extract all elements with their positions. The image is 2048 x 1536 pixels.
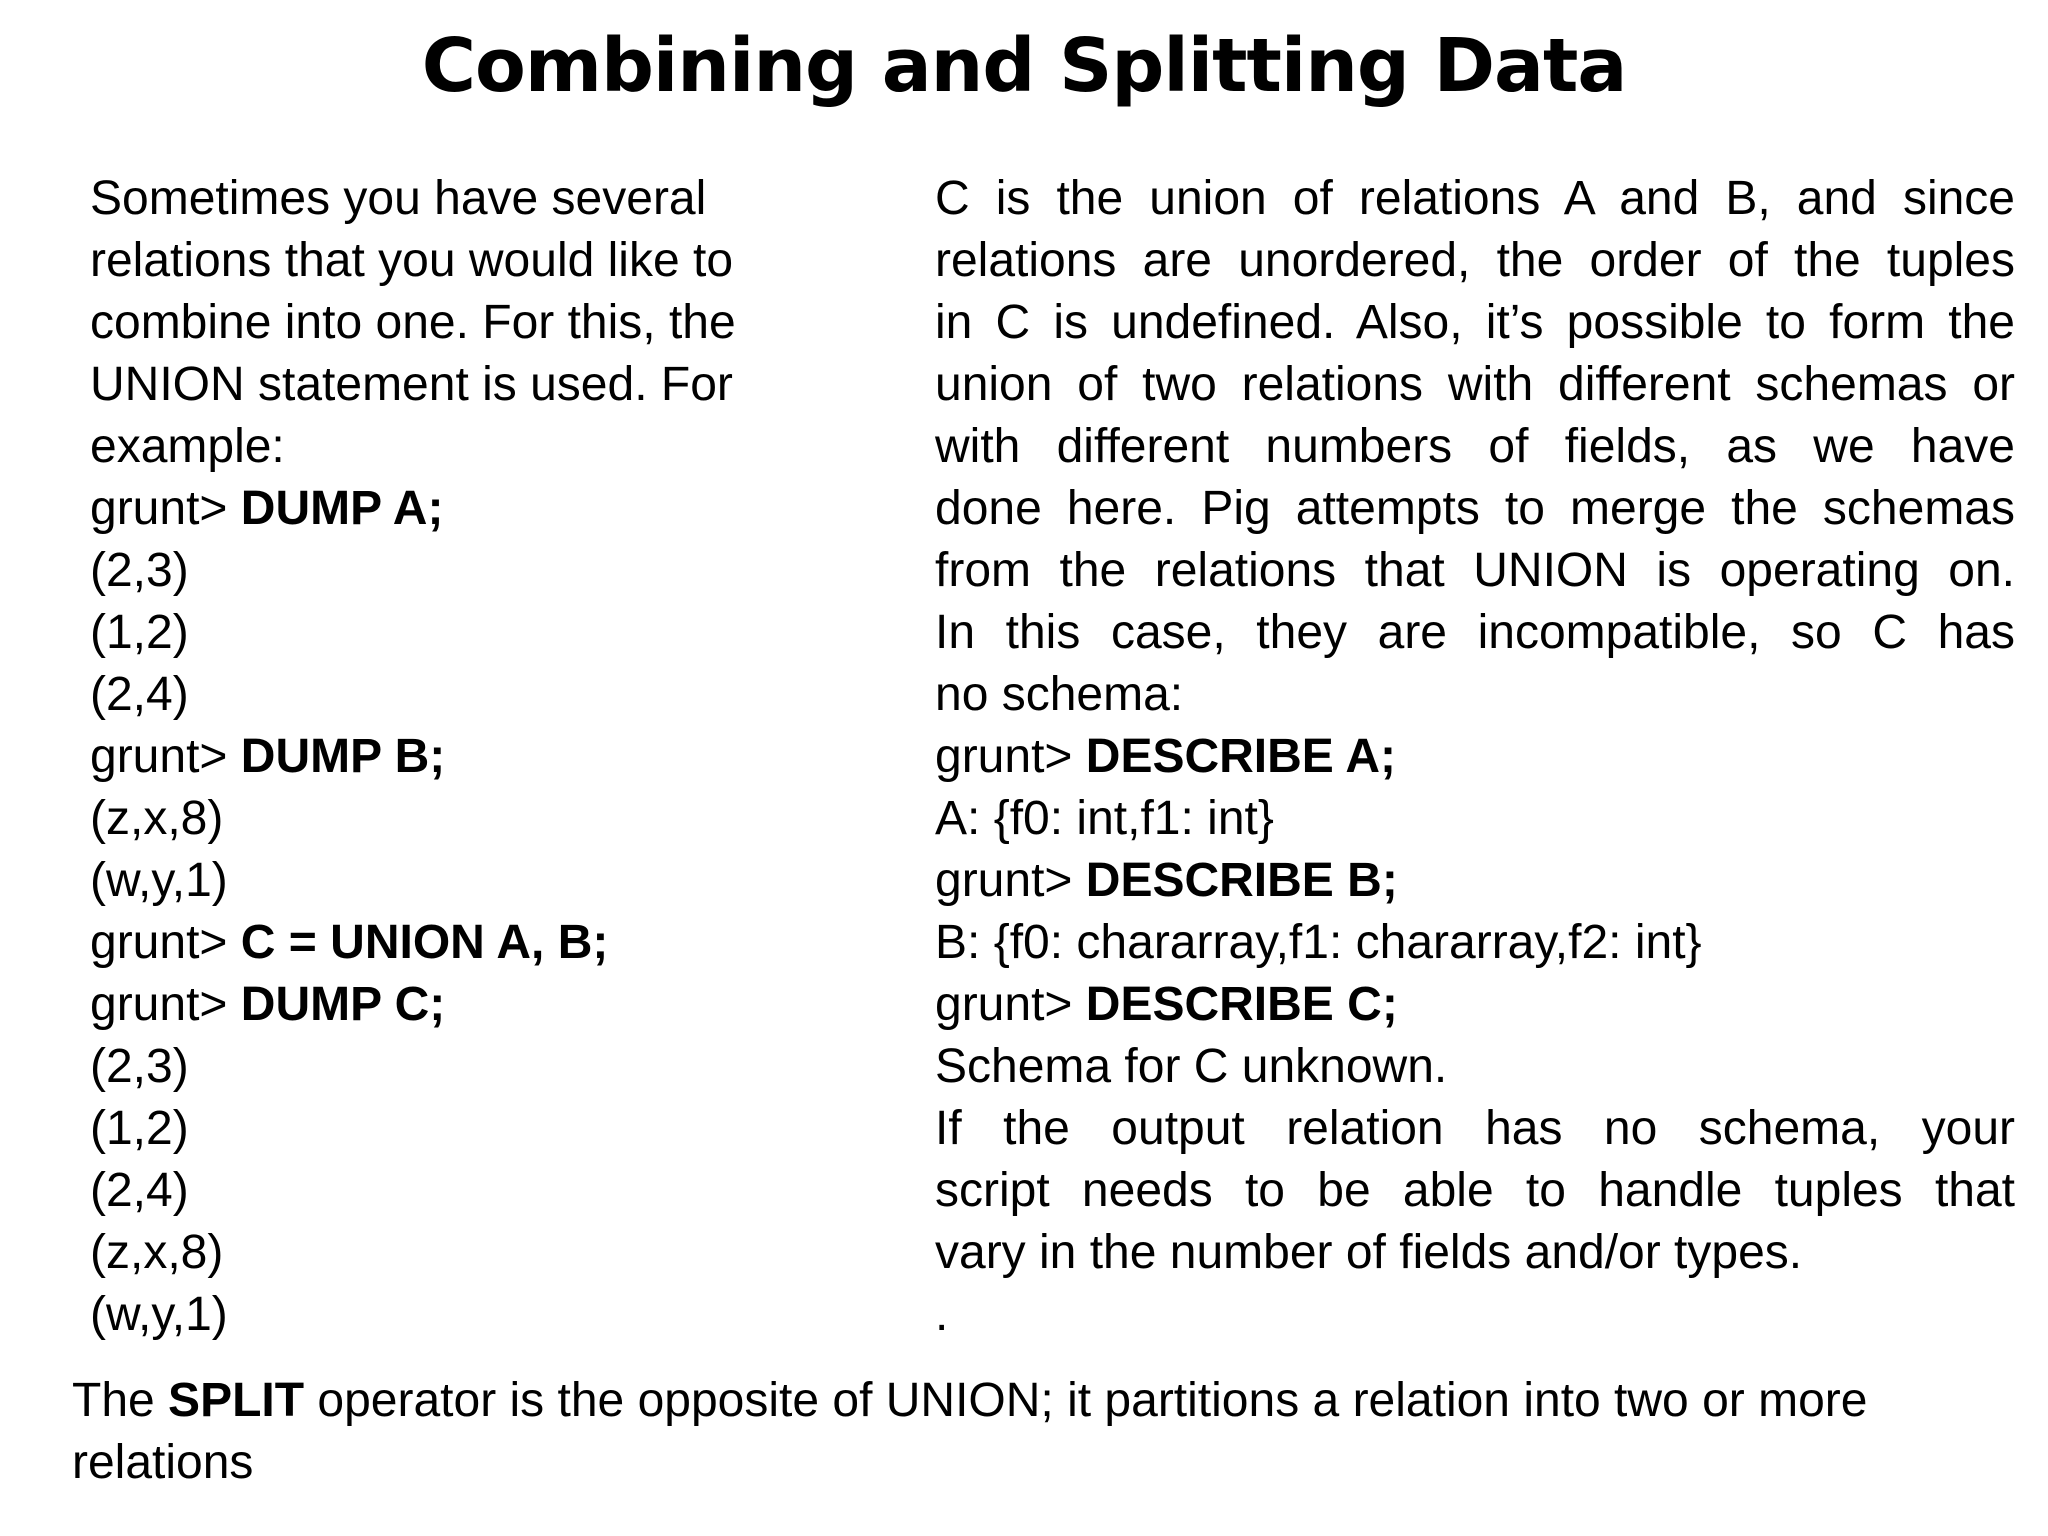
code-line: [90, 912, 810, 974]
paragraph-line: in C is undefined. Also, it’s possible to form the: [935, 296, 2015, 349]
split-keyword: SPLIT: [168, 1374, 305, 1427]
code-prefix: grunt>: [935, 854, 1086, 907]
code-prefix: (2,3): [90, 1040, 189, 1093]
code-prefix: (1,2): [90, 1102, 189, 1155]
code-command: C = UNION A, B;: [240, 916, 609, 969]
code-line: [90, 1160, 810, 1222]
paragraph-line: C is the union of relations A and B, and since: [935, 172, 2015, 225]
code-prefix: (2,3): [90, 544, 189, 597]
paragraph-line: done here. Pig attempts to merge the schemas: [935, 482, 2015, 535]
code-prefix: grunt>: [90, 978, 241, 1031]
paragraph-line: relations are unordered, the order of the tuples: [935, 234, 2015, 287]
intro-line: UNION statement is used. For: [90, 358, 733, 411]
code-line: [90, 1098, 810, 1160]
code-prefix: Schema for C unknown.: [935, 1040, 1448, 1093]
left-column: [90, 168, 810, 1346]
intro-line: Sometimes you have several: [90, 172, 707, 225]
code-command: DESCRIBE A;: [1085, 730, 1397, 783]
paragraph-line: script needs to be able to handle tuples that: [935, 1164, 2015, 1217]
code-line: [90, 788, 810, 850]
intro-line: relations that you would like to: [90, 234, 734, 287]
code-line: [90, 726, 810, 788]
code-prefix: grunt>: [90, 916, 241, 969]
code-line: [935, 974, 2015, 1036]
split-text-before: The: [72, 1374, 169, 1427]
intro-line: example:: [90, 420, 285, 473]
code-line: [935, 788, 2015, 850]
split-text-after: operator is the opposite of UNION; it partitions a relation into two or more relations: [72, 1374, 1868, 1489]
code-line: [90, 602, 810, 664]
code-prefix: (z,x,8): [90, 792, 224, 845]
code-prefix: (2,4): [90, 1164, 189, 1217]
code-line: [90, 850, 810, 912]
paragraph-line: If the output relation has no schema, your: [935, 1102, 2015, 1155]
code-prefix: B: {f0: chararray,f1: chararray,f2: int}: [935, 916, 1702, 969]
code-prefix: (w,y,1): [90, 1288, 228, 1341]
code-line: [935, 1036, 2015, 1098]
code-line: [935, 726, 2015, 788]
code-command: DUMP C;: [240, 978, 446, 1031]
code-line: [90, 974, 810, 1036]
paragraph-line: no schema:: [935, 668, 1184, 721]
code-command: DESCRIBE B;: [1085, 854, 1398, 907]
code-prefix: grunt>: [90, 482, 241, 535]
code-prefix: A: {f0: int,f1: int}: [935, 792, 1274, 845]
code-prefix: (z,x,8): [90, 1226, 224, 1279]
right-column: [935, 168, 2015, 1346]
code-prefix: (1,2): [90, 606, 189, 659]
code-line: [90, 1284, 810, 1346]
code-line: [935, 850, 2015, 912]
code-line: [90, 664, 810, 726]
intro-line: combine into one. For this, the: [90, 296, 736, 349]
code-prefix: grunt>: [935, 730, 1086, 783]
code-line: [90, 540, 810, 602]
code-line: [90, 1036, 810, 1098]
paragraph-line: with different numbers of fields, as we have: [935, 420, 2015, 473]
code-command: DUMP B;: [240, 730, 446, 783]
code-command: DESCRIBE C;: [1085, 978, 1398, 1031]
paragraph-line: In this case, they are incompatible, so C has: [935, 606, 2015, 659]
paragraph-line: vary in the number of fields and/or types.: [935, 1226, 1803, 1279]
code-prefix: grunt>: [90, 730, 241, 783]
paragraph-line: union of two relations with different schemas or: [935, 358, 2015, 411]
union-explanation-paragraph: [935, 168, 2015, 726]
code-prefix: grunt>: [935, 978, 1086, 1031]
code-prefix: (2,4): [90, 668, 189, 721]
schema-note-paragraph: [935, 1098, 2015, 1284]
paragraph-line: from the relations that UNION is operating on.: [935, 544, 2015, 597]
split-description: [72, 1370, 2012, 1494]
slide-title: Combining and Splitting Data: [421, 23, 1627, 109]
code-prefix: (w,y,1): [90, 854, 228, 907]
code-line: [90, 1222, 810, 1284]
trailing-period: .: [935, 1288, 949, 1341]
code-command: DUMP A;: [240, 482, 444, 535]
code-line: [935, 912, 2015, 974]
code-line: [90, 478, 810, 540]
